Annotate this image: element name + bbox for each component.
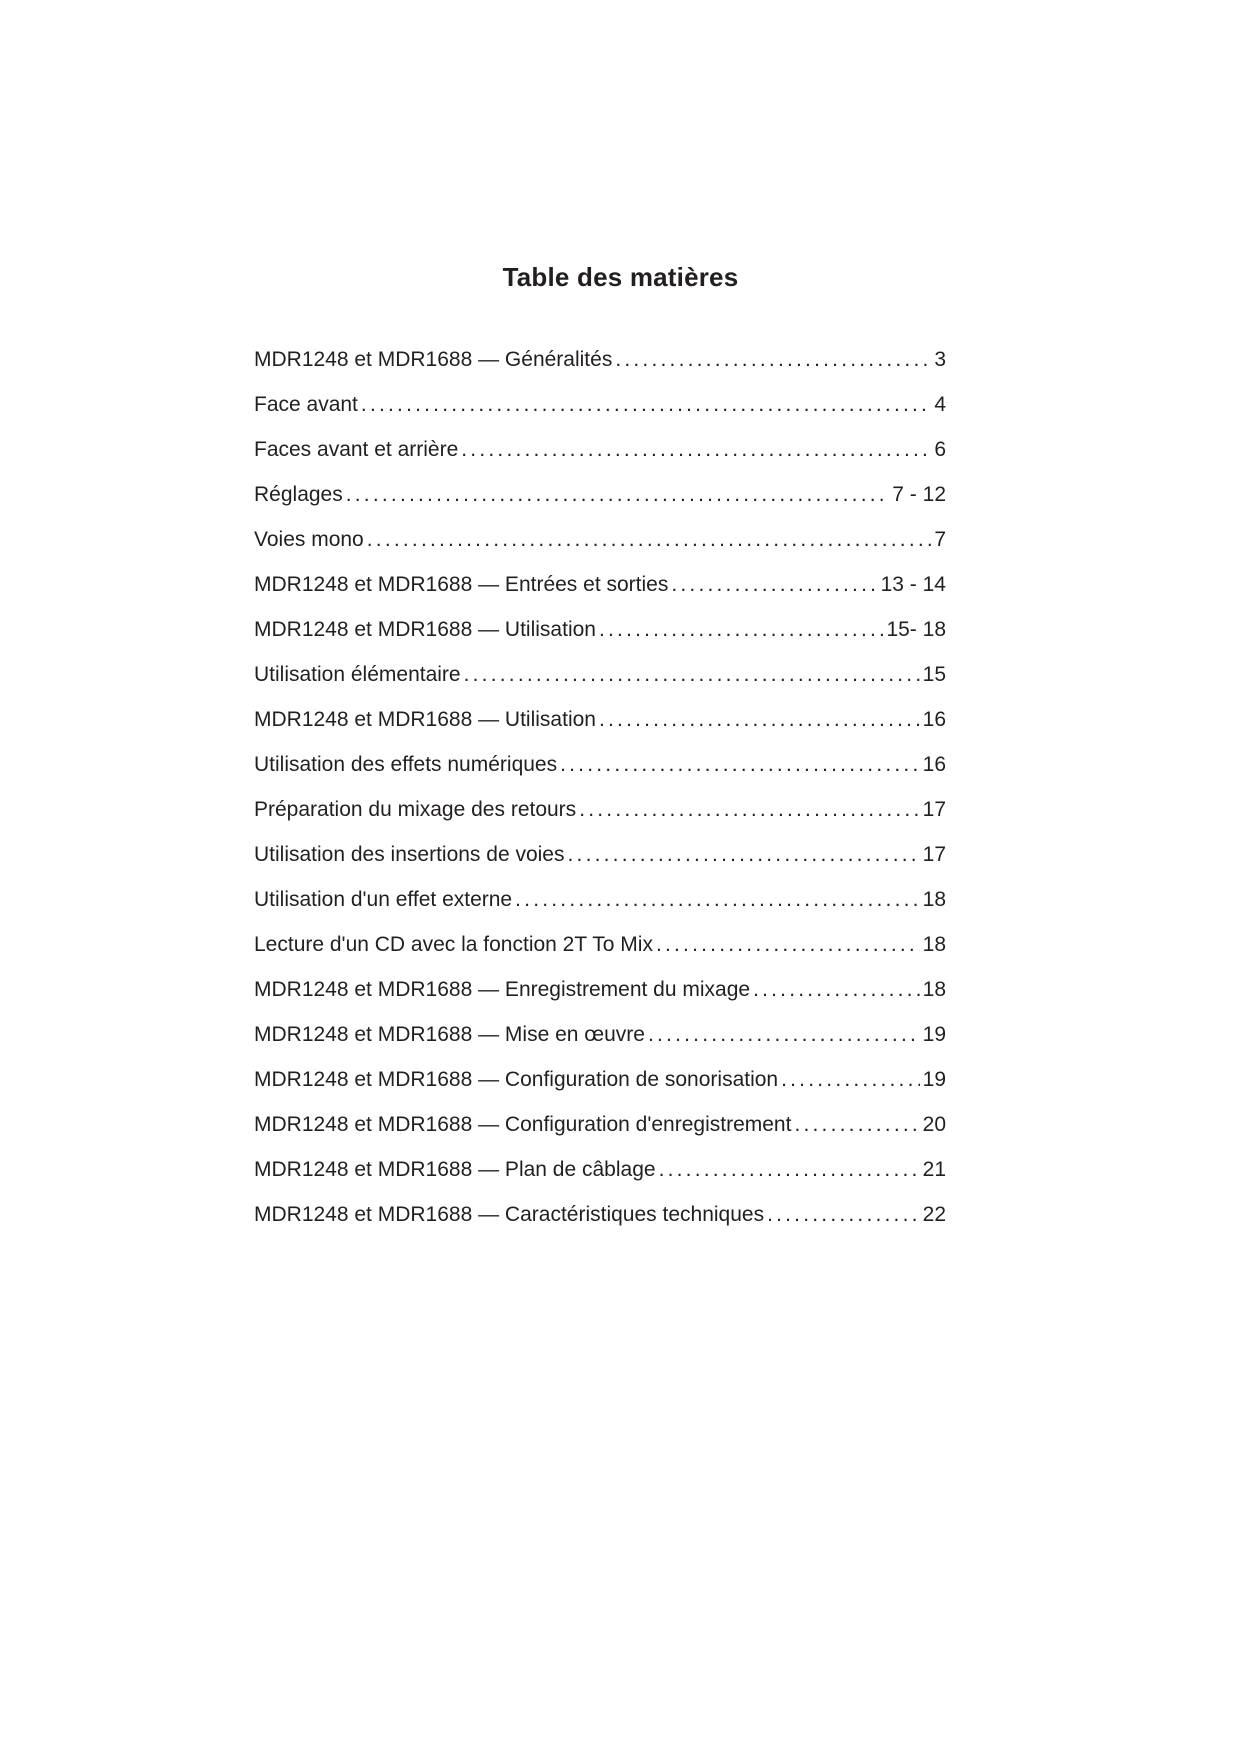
toc-entry-page: 6 bbox=[934, 438, 946, 461]
toc-entry[interactable] bbox=[254, 750, 946, 795]
toc-entry-page: 17 bbox=[922, 798, 946, 821]
dot-leader bbox=[753, 975, 920, 1005]
dot-leader bbox=[794, 1110, 919, 1140]
dot-leader bbox=[599, 615, 883, 645]
dot-leader bbox=[560, 750, 920, 780]
toc-entry[interactable] bbox=[254, 390, 946, 435]
toc-entry-label: Face avant bbox=[254, 393, 358, 416]
toc-entry[interactable] bbox=[254, 435, 946, 480]
dot-leader bbox=[648, 1020, 920, 1050]
dot-leader bbox=[671, 570, 877, 600]
toc-entry[interactable] bbox=[254, 930, 946, 975]
toc-entry-page: 7 bbox=[934, 528, 946, 551]
toc-entry[interactable] bbox=[254, 480, 946, 525]
dot-leader bbox=[659, 1155, 920, 1185]
toc-entry[interactable] bbox=[254, 660, 946, 705]
toc-entry[interactable] bbox=[254, 975, 946, 1020]
toc-entry-page: 21 bbox=[922, 1158, 946, 1181]
toc-entry[interactable] bbox=[254, 1065, 946, 1110]
toc-entry-label: MDR1248 et MDR1688 — Utilisation bbox=[254, 618, 596, 641]
toc-entry[interactable] bbox=[254, 1110, 946, 1155]
toc-entry-label: Utilisation d'un effet externe bbox=[254, 888, 513, 911]
toc-entry-page: 22 bbox=[922, 1203, 946, 1226]
toc-entry-page: 7 - 12 bbox=[892, 483, 946, 506]
table-of-contents bbox=[254, 345, 946, 1245]
dot-leader bbox=[615, 345, 931, 375]
toc-entry-page: 19 bbox=[922, 1068, 946, 1091]
toc-entry[interactable] bbox=[254, 795, 946, 840]
toc-entry-page: 17 bbox=[922, 843, 946, 866]
dot-leader bbox=[767, 1200, 920, 1230]
dot-leader bbox=[346, 480, 890, 510]
toc-entry-page: 13 - 14 bbox=[880, 573, 946, 596]
toc-entry-label: MDR1248 et MDR1688 — Configuration de sonorisation bbox=[254, 1068, 779, 1091]
toc-entry-page: 16 bbox=[922, 708, 946, 731]
toc-entry-label: MDR1248 et MDR1688 — Entrées et sorties bbox=[254, 573, 669, 596]
toc-entry-label: Utilisation des insertions de voies bbox=[254, 843, 565, 866]
toc-entry-label: Faces avant et arrière bbox=[254, 438, 459, 461]
toc-entry-label: MDR1248 et MDR1688 — Configuration d'enregistrement bbox=[254, 1113, 792, 1136]
page-title: Table des matières bbox=[502, 262, 739, 292]
dot-leader bbox=[464, 660, 920, 690]
toc-entry[interactable] bbox=[254, 885, 946, 930]
dot-leader bbox=[461, 435, 931, 465]
toc-entry[interactable] bbox=[254, 840, 946, 885]
toc-entry-label: MDR1248 et MDR1688 — Caractéristiques techniques bbox=[254, 1203, 765, 1226]
toc-entry-label: MDR1248 et MDR1688 — Utilisation bbox=[254, 708, 596, 731]
toc-entry-label: Utilisation des effets numériques bbox=[254, 753, 558, 776]
toc-entry-page: 18 bbox=[922, 978, 946, 1001]
dot-leader bbox=[579, 795, 919, 825]
dot-leader bbox=[599, 705, 920, 735]
toc-entry-page: 19 bbox=[922, 1023, 946, 1046]
dot-leader bbox=[515, 885, 920, 915]
toc-entry[interactable] bbox=[254, 1155, 946, 1200]
toc-entry-label: MDR1248 et MDR1688 — Mise en œuvre bbox=[254, 1023, 645, 1046]
toc-entry-page: 15- 18 bbox=[886, 618, 946, 641]
toc-entry-label: Réglages bbox=[254, 483, 343, 506]
toc-entry-page: 16 bbox=[922, 753, 946, 776]
toc-entry-label: MDR1248 et MDR1688 — Enregistrement du mixage bbox=[254, 978, 751, 1001]
toc-entry[interactable] bbox=[254, 1020, 946, 1065]
toc-entry-page: 18 bbox=[922, 933, 946, 956]
toc-entry-label: Lecture d'un CD avec la fonction 2T To Mix bbox=[254, 933, 653, 956]
toc-entry-page: 4 bbox=[934, 393, 946, 416]
toc-entry-page: 20 bbox=[922, 1113, 946, 1136]
toc-entry[interactable] bbox=[254, 525, 946, 570]
dot-leader bbox=[367, 525, 932, 555]
toc-entry-label: Préparation du mixage des retours bbox=[254, 798, 577, 821]
dot-leader bbox=[781, 1065, 920, 1095]
toc-entry[interactable] bbox=[254, 1200, 946, 1245]
toc-entry-label: Voies mono bbox=[254, 528, 364, 551]
toc-entry[interactable] bbox=[254, 570, 946, 615]
toc-entry-page: 18 bbox=[922, 888, 946, 911]
dot-leader bbox=[568, 840, 920, 870]
dot-leader bbox=[656, 930, 920, 960]
toc-entry[interactable] bbox=[254, 345, 946, 390]
toc-entry-page: 3 bbox=[934, 348, 946, 371]
dot-leader bbox=[361, 390, 931, 420]
toc-entry[interactable] bbox=[254, 615, 946, 660]
toc-entry-label: MDR1248 et MDR1688 — Plan de câblage bbox=[254, 1158, 656, 1181]
toc-entry-label: MDR1248 et MDR1688 — Généralités bbox=[254, 348, 613, 371]
toc-entry-label: Utilisation élémentaire bbox=[254, 663, 461, 686]
toc-entry[interactable] bbox=[254, 705, 946, 750]
toc-entry-page: 15 bbox=[922, 663, 946, 686]
